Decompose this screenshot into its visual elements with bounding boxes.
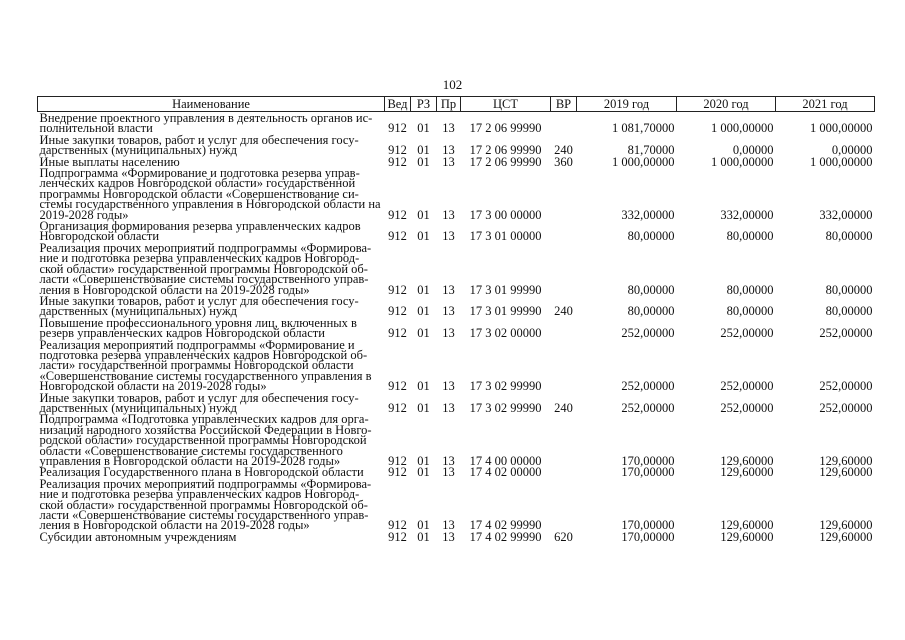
cell-2019: 81,70000: [627, 143, 675, 158]
cell-cst: 17 3 01 99990: [469, 304, 542, 319]
cell-name: Подпрограмма «Формирование и подготовка резерва управ-ленческих кадров Новгородской области» государственной программы Новгородской области «Совершенствование си-стемы государственного управления в Новгородской области на 2019-2028 годы»: [39, 166, 381, 222]
cell-name: Реализация мероприятий подпрограммы «Формирование и подготовка резерва управленческих кадров Новгородской об-ласти» государственной программы Новгородской области «Совершенствование системы государственного управления в Новгородской области на 2019-2028 годы»: [39, 337, 372, 394]
cell-rz: 01: [417, 207, 430, 222]
table-row: [38, 339, 875, 392]
cell-2021: 80,00000: [825, 282, 873, 297]
cell-2019: 1 000,00000: [612, 154, 675, 169]
column-header-2021: 2021 год: [776, 97, 875, 112]
budget-table: [37, 96, 875, 542]
cell-pr: 13: [442, 379, 455, 394]
cell-2019: 170,00000: [621, 518, 675, 533]
cell-pr: 13: [442, 207, 455, 222]
cell-name: Иные закупки товаров, работ и услуг для обеспечения госу-дарственных (муниципальных) нужд: [39, 390, 359, 415]
cell-pr: 13: [442, 454, 455, 468]
table-row: [38, 242, 875, 295]
column-header-rz: РЗ: [411, 97, 437, 112]
cell-2020: 80,00000: [726, 229, 774, 244]
table-row: [38, 134, 875, 156]
cell-cst: 17 4 02 00000: [469, 465, 542, 480]
cell-cst: 17 3 01 99990: [469, 282, 542, 297]
cell-name: Иные закупки товаров, работ и услуг для обеспечения госу-дарственных (муниципальных) нужд: [39, 132, 359, 158]
cell-ved: 912: [388, 400, 407, 415]
cell-2020: 1 000,00000: [711, 154, 774, 169]
cell-ved: 912: [388, 379, 407, 394]
cell-rz: 01: [417, 400, 430, 415]
cell-name: Повышение профессионального уровня лиц, включенных в резерв управленческих кадров Новгородской области: [39, 315, 357, 341]
cell-vr: [551, 413, 577, 466]
column-header-name: Наименование: [38, 97, 385, 112]
cell-2021: 252,00000: [819, 400, 873, 415]
cell-ved: 912: [388, 229, 407, 244]
cell-pr: 13: [442, 304, 455, 319]
cell-ved: 912: [388, 143, 407, 158]
cell-rz: 01: [417, 465, 430, 480]
column-header-ved: Вед: [385, 97, 411, 112]
column-header-pr: Пр: [437, 97, 461, 112]
cell-vr: [551, 220, 577, 242]
cell-2020: 252,00000: [720, 379, 774, 394]
cell-ved: 912: [388, 454, 407, 468]
table-row: [38, 413, 875, 466]
cell-ved: 912: [388, 529, 407, 544]
cell-vr: [551, 478, 577, 531]
cell-2021: 252,00000: [819, 326, 873, 341]
cell-cst: 17 4 02 99990: [469, 529, 542, 544]
cell-cst: 17 3 02 99990: [469, 400, 542, 415]
cell-2019: 80,00000: [627, 304, 675, 319]
cell-2020: 129,60000: [720, 518, 774, 533]
cell-cst: 17 3 02 99990: [469, 379, 542, 394]
table-body: [38, 112, 875, 543]
cell-cst: 17 3 01 00000: [469, 229, 542, 244]
cell-name: Внедрение проектного управления в деятельность органов ис-полнительной власти: [39, 111, 373, 136]
page-number: 102: [442, 77, 463, 92]
cell-2020: 129,60000: [720, 465, 774, 480]
cell-2020: 80,00000: [726, 304, 774, 319]
table-row: [38, 392, 875, 414]
cell-2021: 129,60000: [819, 529, 873, 544]
cell-rz: 01: [417, 379, 430, 394]
cell-ved: 912: [388, 326, 407, 341]
cell-pr: 13: [442, 400, 455, 415]
cell-ved: 912: [388, 154, 407, 169]
cell-pr: 13: [442, 282, 455, 297]
cell-pr: 13: [442, 143, 455, 158]
cell-name: Организация формирования резерва управленческих кадров Новгородской области: [39, 219, 361, 244]
cell-2019: 252,00000: [621, 326, 675, 341]
cell-ved: 912: [388, 465, 407, 480]
cell-2019: 1 081,70000: [612, 121, 675, 136]
cell-vr: 240: [554, 304, 573, 319]
cell-cst: 17 2 06 99990: [469, 121, 542, 136]
column-header-2019: 2019 год: [577, 97, 677, 112]
cell-name: Реализация прочих мероприятий подпрограммы «Формирова-ние и подготовка резерва управленческих кадров Новгород-ской области» государственной программы Новгородской об-ласти «Совершенствование системы государственного управ-ления в Новгородской области на 2019-2028 годы»: [39, 240, 372, 297]
table-row: [38, 531, 875, 542]
cell-ved: 912: [388, 282, 407, 297]
cell-2021: 129,60000: [819, 465, 873, 480]
cell-cst: 17 2 06 99990: [469, 143, 542, 158]
column-header-cst: ЦСТ: [461, 97, 551, 112]
cell-cst: 17 3 00 00000: [469, 207, 542, 222]
table-header-row: [38, 97, 875, 112]
cell-vr: [551, 242, 577, 295]
table-row: [38, 317, 875, 339]
cell-vr: 620: [554, 529, 573, 544]
cell-2021: 1 000,00000: [810, 154, 873, 169]
cell-vr: [551, 466, 577, 477]
cell-cst: 17 4 02 99990: [469, 518, 542, 533]
cell-rz: 01: [417, 518, 430, 533]
cell-name: Подпрограмма «Подготовка управленческих кадров для орга-низаций народного хозяйства Российской Федерации в Новго-родской области» государственной программы Новгородской области «Совершенствование системы государственного управления в Новгородской области на 2019-2028 годы»: [39, 412, 372, 468]
cell-cst: 17 3 02 00000: [469, 326, 542, 341]
cell-vr: 240: [554, 143, 573, 158]
cell-2020: 80,00000: [726, 282, 774, 297]
cell-rz: 01: [417, 229, 430, 244]
cell-2019: 170,00000: [621, 529, 675, 544]
cell-rz: 01: [417, 282, 430, 297]
cell-2021: 1 000,00000: [810, 121, 873, 136]
cell-2020: 332,00000: [720, 207, 774, 222]
cell-2021: 0,00000: [831, 143, 873, 158]
cell-2021: 252,00000: [819, 379, 873, 394]
cell-2021: 332,00000: [819, 207, 873, 222]
cell-2020: 0,00000: [732, 143, 774, 158]
cell-rz: 01: [417, 529, 430, 544]
cell-2020: 129,60000: [720, 454, 774, 468]
cell-vr: [551, 339, 577, 392]
cell-2019: 80,00000: [627, 282, 675, 297]
cell-2021: 129,60000: [819, 454, 873, 468]
cell-rz: 01: [417, 121, 430, 136]
cell-2020: 252,00000: [720, 326, 774, 341]
cell-name: Реализация прочих мероприятий подпрограммы «Формирова-ние и подготовка резерва управленческих кадров Новгород-ской области» государственной программы Новгородской об-ласти «Совершенствование системы государственного управ-ления в Новгородской области на 2019-2028 годы»: [39, 476, 372, 533]
cell-pr: 13: [442, 529, 455, 544]
cell-name: Иные закупки товаров, работ и услуг для обеспечения госу-дарственных (муниципальных) нужд: [39, 293, 359, 319]
cell-vr: 240: [554, 400, 573, 415]
cell-ved: 912: [388, 207, 407, 222]
cell-rz: 01: [417, 454, 430, 468]
cell-cst: 17 2 06 99990: [469, 154, 542, 169]
cell-2019: 252,00000: [621, 379, 675, 394]
table-row: [38, 167, 875, 220]
cell-pr: 13: [442, 326, 455, 341]
cell-pr: 13: [442, 229, 455, 244]
cell-2019: 170,00000: [621, 465, 675, 480]
cell-2019: 170,00000: [621, 454, 675, 468]
cell-pr: 13: [442, 465, 455, 480]
cell-2020: 129,60000: [720, 529, 774, 544]
table-row: [38, 478, 875, 531]
cell-2019: 252,00000: [621, 400, 675, 415]
cell-vr: 360: [554, 154, 573, 169]
cell-pr: 13: [442, 121, 455, 136]
cell-vr: [551, 167, 577, 220]
table-row: [38, 295, 875, 317]
cell-rz: 01: [417, 304, 430, 319]
cell-vr: [551, 112, 577, 134]
table-row: [38, 220, 875, 242]
column-header-2020: 2020 год: [677, 97, 776, 112]
cell-2021: 129,60000: [819, 518, 873, 533]
cell-name: Субсидии автономным учреждениям: [39, 529, 237, 544]
cell-name: Иные выплаты населению: [39, 154, 180, 169]
cell-cst: 17 4 00 00000: [469, 454, 542, 468]
column-header-vr: ВР: [551, 97, 577, 112]
cell-rz: 01: [417, 154, 430, 169]
cell-2021: 80,00000: [825, 229, 873, 244]
cell-pr: 13: [442, 154, 455, 169]
cell-2020: 252,00000: [720, 400, 774, 415]
cell-vr: [551, 317, 577, 339]
cell-2019: 80,00000: [627, 229, 675, 244]
cell-rz: 01: [417, 326, 430, 341]
cell-rz: 01: [417, 143, 430, 158]
cell-2021: 80,00000: [825, 304, 873, 319]
cell-name: Реализация Государственного плана в Новгородской области: [39, 465, 364, 480]
cell-2019: 332,00000: [621, 207, 675, 222]
cell-ved: 912: [388, 304, 407, 319]
cell-2020: 1 000,00000: [711, 121, 774, 136]
table-row: [38, 112, 875, 134]
cell-ved: 912: [388, 121, 407, 136]
cell-ved: 912: [388, 518, 407, 533]
cell-pr: 13: [442, 518, 455, 533]
